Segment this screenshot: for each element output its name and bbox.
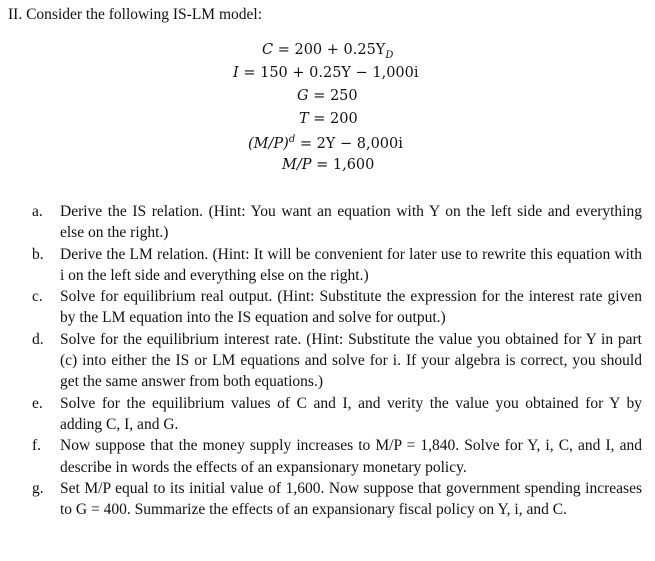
item-text: Solve for the equilibrium values of C and I, and verity the value you obtained for Y by adding C, I, and G. (60, 394, 642, 433)
question-item-d (32, 329, 642, 393)
item-text: Derive the IS relation. (Hint: You want an equation with Y on the left side and everything else on the right.) (60, 203, 642, 242)
question-item-a (32, 201, 642, 244)
equation-money-supply (282, 157, 374, 173)
equation-superscript: d (288, 134, 296, 145)
equation-rhs: = 2Y − 8,000i (299, 135, 403, 152)
problem-heading: II. Consider the following IS-LM model: (8, 6, 262, 23)
item-marker: a. (32, 203, 43, 220)
question-item-b (32, 244, 642, 287)
item-marker: b. (32, 245, 44, 263)
equation-lhs: (M/P) (248, 135, 289, 152)
equation-rhs: = 1,600 (316, 157, 375, 173)
equation-subscript: D (385, 49, 394, 61)
item-marker: g. (32, 479, 44, 497)
equation-lhs: T (299, 111, 309, 127)
question-item-g (32, 478, 642, 521)
equation-consumption (262, 42, 393, 61)
equation-rhs: = 200 + 0.25Y (277, 42, 386, 58)
equation-rhs: = 250 (313, 88, 358, 104)
item-text: Derive the LM relation. (Hint: It will be convenient for later use to rewrite this equation with i on the left side and everything else on the right.) (60, 245, 642, 284)
equation-rhs: = 150 + 0.25Y − 1,000i (243, 65, 419, 81)
equation-lhs: M/P (282, 157, 312, 173)
equation-lhs: I (233, 65, 239, 81)
item-marker: e. (32, 394, 43, 412)
question-item-c (32, 286, 642, 329)
item-marker: c. (32, 288, 43, 306)
equation-rhs: = 200 (313, 111, 358, 127)
question-list (32, 201, 642, 520)
item-text: Solve for equilibrium real output. (Hint: Substitute the expression for the interest rate given by the LM equation into the IS equation and solve for output.) (60, 288, 642, 327)
item-text: Now suppose that the money supply increases to M/P = 1,840. Solve for Y, i, C, and I, and describe in words the effects of an expansionary monetary policy. (60, 437, 642, 476)
equation-lhs: G (297, 88, 309, 104)
item-marker: d. (32, 330, 44, 348)
equation-taxes (299, 111, 358, 127)
question-item-f (32, 435, 642, 478)
item-marker: f. (32, 437, 42, 455)
item-text: Set M/P equal to its initial value of 1,600. Now suppose that government spending increases to G = 400. Summarize the effects of an expansionary fiscal policy on Y, i, and C. (60, 479, 642, 519)
equation-investment (233, 65, 419, 81)
question-item-e (32, 393, 642, 436)
equation-government (297, 88, 358, 104)
equation-lhs: C (262, 42, 274, 58)
item-text: Solve for the equilibrium interest rate. (Hint: Substitute the value you obtained for Y in part (c) into either the IS or LM equations and solve for i. If your algebra is correct, you should get the same answer from both equations.) (60, 330, 642, 391)
equation-money-demand (248, 134, 403, 152)
